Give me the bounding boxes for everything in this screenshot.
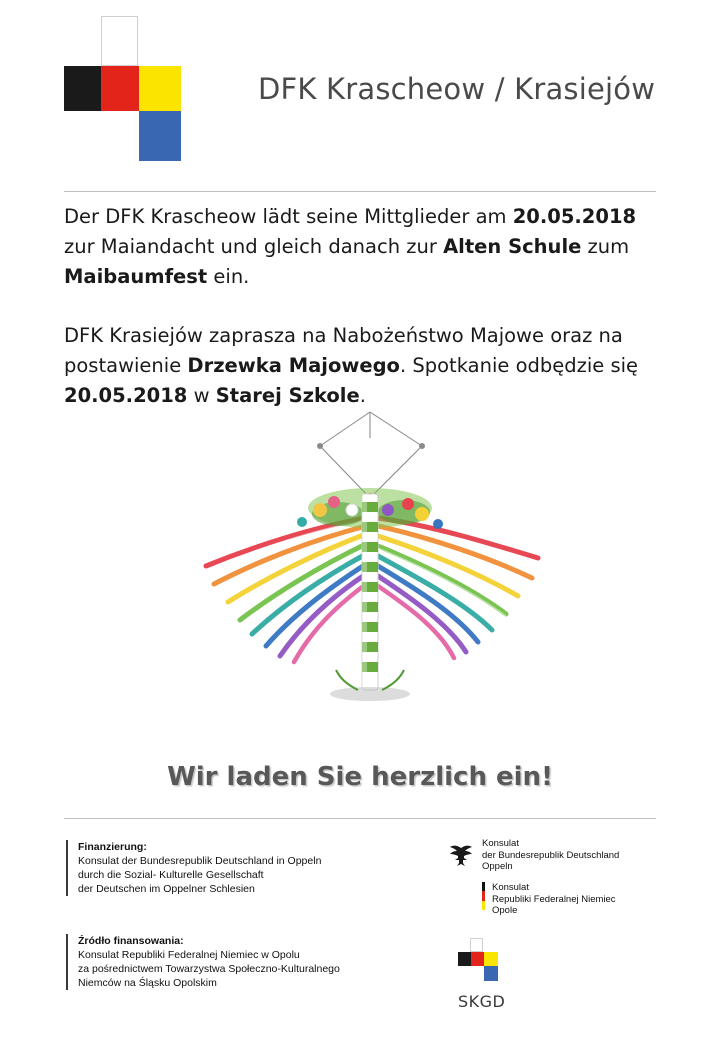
skgd-block-blue xyxy=(484,966,498,981)
logo-block-yellow xyxy=(139,66,181,111)
funding-pl-line-3: Niemców na Śląsku Opolskim xyxy=(78,977,217,989)
consulate-text-polish xyxy=(492,882,616,917)
body-text xyxy=(64,202,642,411)
flag-stripe-red xyxy=(482,891,485,900)
consulate-de-line-1: Konsulat xyxy=(482,838,519,849)
plain-text: ein. xyxy=(207,265,250,288)
funding-pl-line-1: Konsulat Republiki Federalnej Niemiec w Opolu xyxy=(78,949,300,961)
maypole-illustration xyxy=(170,398,570,728)
dfk-logo xyxy=(64,16,224,176)
consulate-logo xyxy=(448,838,668,916)
maypole-svg xyxy=(170,398,570,728)
paragraph-spacer xyxy=(64,292,642,321)
consulate-pl-line-2: Republiki Federalnej Niemiec xyxy=(492,893,616,905)
flag-stripe-black xyxy=(482,882,485,891)
emphasis-text: 20.05.2018 xyxy=(512,205,637,228)
emphasis-text: 20.05.2018 xyxy=(64,384,188,407)
logo-block-white xyxy=(101,16,138,66)
skgd-logo xyxy=(458,938,578,1028)
skgd-block-red xyxy=(471,952,484,966)
german-flag-bar xyxy=(482,882,485,910)
consulate-pl-line-3: Opole xyxy=(492,905,518,916)
plain-text: zum xyxy=(581,235,630,258)
consulate-de-line-2: der Bundesrepublik Deutschland xyxy=(482,849,620,861)
emphasis-text: Starej Szkole xyxy=(215,384,360,407)
flag-stripe-yellow xyxy=(482,901,485,910)
divider-top xyxy=(64,191,656,192)
skgd-logo-blocks xyxy=(458,938,510,986)
consulate-text-german xyxy=(482,838,619,873)
logo-block-blue xyxy=(139,111,181,161)
emphasis-text: Maibaumfest xyxy=(64,265,208,288)
emphasis-text: Drzewka Majowego xyxy=(187,354,400,377)
header xyxy=(0,0,720,182)
plain-text: DFK Krasiejów zaprasza na Nabożeństwo Majowe oraz na postawienie xyxy=(64,324,623,377)
skgd-block-yellow xyxy=(484,952,498,966)
funding-de-line-1: Konsulat der Bundesrepublik Deutschland in Oppeln xyxy=(78,855,322,867)
plain-text: zur Maiandacht und gleich danach zur xyxy=(64,235,444,258)
consulate-de-line-3: Oppeln xyxy=(482,861,513,872)
federal-eagle-icon xyxy=(448,840,474,870)
plain-text: . Spotkanie odbędzie się xyxy=(399,354,639,377)
funding-note-german xyxy=(66,840,396,896)
footer xyxy=(0,830,720,1040)
emphasis-text: Alten Schule xyxy=(443,235,582,258)
plain-text: Der DFK Krascheow lädt seine Mittglieder am xyxy=(64,205,513,228)
consulate-pl-line-1: Konsulat xyxy=(492,882,529,893)
invitation-headline: Wir laden Sie herzlich ein! xyxy=(167,762,553,792)
funding-de-line-3: der Deutschen im Oppelner Schlesien xyxy=(78,883,255,895)
logo-block-black xyxy=(64,66,101,111)
skgd-label: SKGD xyxy=(458,992,506,1011)
divider-bottom xyxy=(64,818,656,819)
plain-text: . xyxy=(359,384,366,407)
paragraph-german xyxy=(64,202,642,292)
funding-note-polish xyxy=(66,934,406,990)
page-title: DFK Krascheow / Krasiejów xyxy=(258,72,656,106)
funding-pl-line-2: za pośrednictwem Towarzystwa Społeczno-Kulturalnego xyxy=(78,963,340,975)
logo-block-red xyxy=(101,66,139,111)
funding-de-title: Finanzierung: xyxy=(78,841,147,853)
funding-de-line-2: durch die Sozial- Kulturelle Gesellschaft xyxy=(78,869,264,881)
eagle-svg xyxy=(448,840,474,870)
funding-pl-title: Źródło finansowania: xyxy=(78,935,184,947)
skgd-block-black xyxy=(458,952,471,966)
skgd-block-white xyxy=(470,938,483,952)
plain-text: w xyxy=(187,384,216,407)
